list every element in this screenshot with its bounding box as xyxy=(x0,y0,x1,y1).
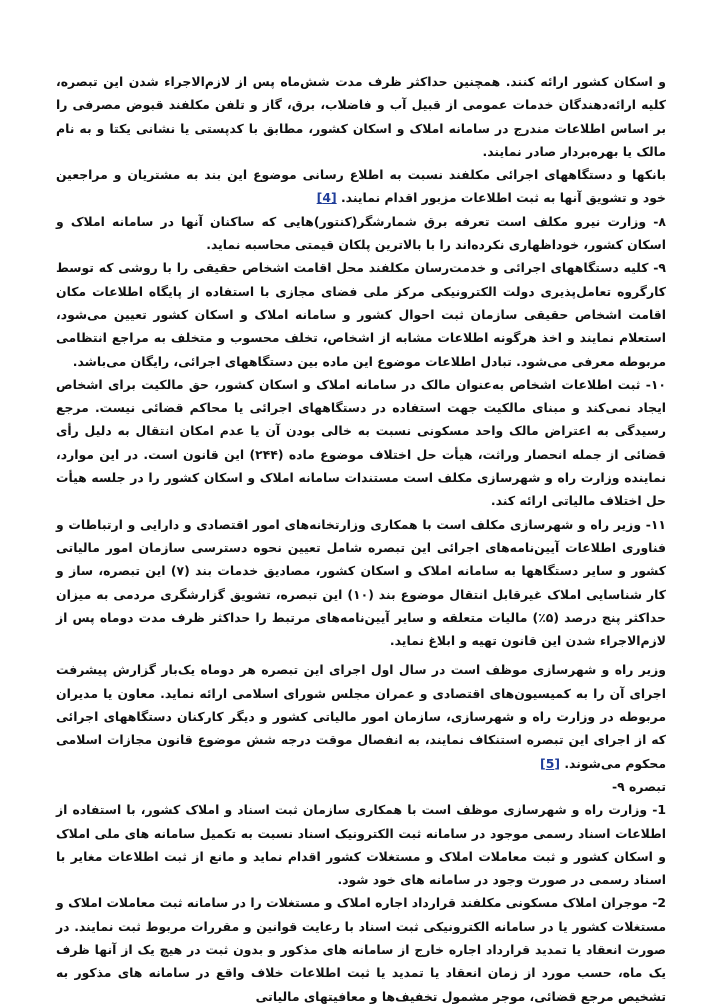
clause-10-text: ۱۰- ثبت اطلاعات اشخاص به‌عنوان مالک در سامانه املاک و اسکان کشور، حق مالکیت برای اشخاص ایجاد نمی‌کند و مبنای مالکیت جهت استفاده در دستگاههای اجرائی یا محاکم قضائی نیست. مرجع رسیدگی به اعتراض مالک واحد مسکونی نسبت به خالی بودن آن یا عدم امکان انتقال به دلیل رأی قضائی از جمله انحصار وراثت، هیأت حل اختلاف موضوع ماده (۲۴۴) این قانون است. در این موارد، نماینده وزارت راه و شهرسازی مکلف است مستندات سامانه املاک و اسکان کشور را در جلسه هیأت حل اختلاف مالیاتی ارائه کند. xyxy=(56,376,666,509)
paragraph-1 xyxy=(56,70,666,163)
clause-8-text: ۸- وزارت نیرو مکلف است تعرفه برق شمارشگر(کنتور)هایی که ساکنان آنها در سامانه املاک و اسکان کشور، خوداظهاری نکرده‌اند را با بالاترین پلکان قیمتی محاسبه نماید. xyxy=(56,213,666,253)
footnote-ref-4[interactable]: [4] xyxy=(316,190,337,206)
note-9-heading xyxy=(56,775,666,798)
paragraph-clause-10 xyxy=(56,373,666,513)
document-page xyxy=(56,70,666,1008)
paragraph-note9-item-2 xyxy=(56,891,666,1007)
note9-item-1-text: 1- وزارت راه و شهرسازی موظف است با همکاری سازمان ثبت اسناد و املاک کشور، با استفاده از اطلاعات اسناد رسمی موجود در سامانه ثبت الکترونیک اسناد نسبت به تکمیل سامانه های ملی املاک و اسکان کشور و ثبت معاملات املاک و مستغلات کشور اقدام نماید و مانع از ثبت اطلاعات مغایر با اسناد رسمی در صورت وجود در سامانه های خود شود. xyxy=(56,802,666,888)
clause-9-text: ۹- کلیه دستگاههای اجرائی و خدمت‌رسان مکلفند محل اقامت اشخاص حقیقی را با روشی که توسط کارگروه تعامل‌پذیری دولت الکترونیکی مرکز ملی فضای مجازی با استفاده از پایگاه اطلاعات مکان اقامت اشخاص حقیقی سازمان ثبت احوال کشور و سامانه املاک و اسکان کشور تعیین می‌شود، استعلام نمایند و اخذ هرگونه اطلاعات مشابه از اشخاص، تخلف محسوب و متخلف به مراجع انتظامی مربوطه معرفی می‌شود. تبادل اطلاعات موضوع این ماده بین دستگاههای اجرائی، رایگان می‌باشد. xyxy=(56,260,666,369)
paragraph-1-text: و اسکان کشور ارائه کنند. همچنین حداکثر ظرف مدت شش‌ماه پس از لازم‌الاجراء شدن این تبصره، کلیه ارائه‌دهندگان خدمات عمومی از قبیل آب و فاضلاب، برق، گاز و تلفن مکلفند قبوض مصرفی را بر اساس اطلاعات مندرج در سامانه املاک و اسکان کشور، مطابق با کدپستی یا نشانی یکتا و به نام مالک یا بهره‌بردار صادر نمایند. xyxy=(56,74,666,159)
paragraph-clause-8 xyxy=(56,210,666,257)
footnote-ref-5[interactable]: [5] xyxy=(540,755,561,771)
minister-report-text: وزیر راه و شهرسازی موظف است در سال اول اجرای این تبصره هر دوماه یک‌بار گزارش پیشرفت اجرای آن را به کمیسیون‌های اقتصادی و عمران مجلس شورای اسلامی ارائه نماید. معاون یا مدیران مربوطه در وزارت راه و شهرسازی، سازمان امور مالیاتی کشور و دیگر کارکنان دستگاههای اجرائی که از اجرای این تبصره استنکاف نمایند، به انفصال موقت درجه شش موضوع قانون مجازات اسلامی محکوم می‌شوند. xyxy=(56,662,666,771)
paragraph-note9-item-1 xyxy=(56,798,666,891)
paragraph-clause-11 xyxy=(56,513,666,653)
paragraph-clause-9 xyxy=(56,256,666,372)
paragraph-minister-report xyxy=(56,658,666,774)
paragraph-2 xyxy=(56,163,666,210)
note-9-heading-text: تبصره ۹- xyxy=(612,778,666,794)
clause-11-text: ۱۱- وزیر راه و شهرسازی مکلف است با همکاری وزارتخانه‌های امور اقتصادی و دارایی و ارتباطات و فناوری اطلاعات آیین‌نامه‌های اجرائی این تبصره شامل تعیین نحوه دسترسی سازمان امور مالیاتی کشور و سایر دستگاهها به سامانه املاک و اسکان کشور، مصادیق خدمات بند (۷) این تبصره، ساز و کار شناسایی املاک غیرقابل انتقال موضوع بند (۱۰) این تبصره، تشویق گزارشگری مردمی به میزان حداکثر پنج درصد (۵٪) مالیات متعلقه و سایر آیین‌نامه‌های مرتبط را حداکثر ظرف مدت دوماه پس از لازم‌الاجراء شدن این قانون تهیه و ابلاغ نماید. xyxy=(56,516,666,649)
note9-item-2-text: 2- موجران املاک مسکونی مکلفند قرارداد اجاره املاک و مستغلات را در سامانه ثبت معاملات املاک و مستغلات کشور یا در سامانه الکترونیکی ثبت اسناد با رعایت قوانین و مقررات مربوط ثبت نمایند. در صورت انعقاد یا تمدید قرارداد اجاره خارج از سامانه های مذکور و بدون ثبت در هیچ یک از آنها ظرف یک ماه، حسب مورد از زمان انعقاد یا تمدید یا ثبت اطلاعات خلاف واقع در سامانه های مذکور به تشخیص مرجع قضائی، موجر مشمول تخفیف‌ها و معافیتهای مالیاتی xyxy=(56,895,666,1004)
paragraph-2-text: بانکها و دستگاههای اجرائی مکلفند نسبت به اطلاع رسانی موضوع این بند به مشتریان و مراجعین خود و تشویق آنها به ثبت اطلاعات مزبور اقدام نمایند. xyxy=(56,167,666,206)
